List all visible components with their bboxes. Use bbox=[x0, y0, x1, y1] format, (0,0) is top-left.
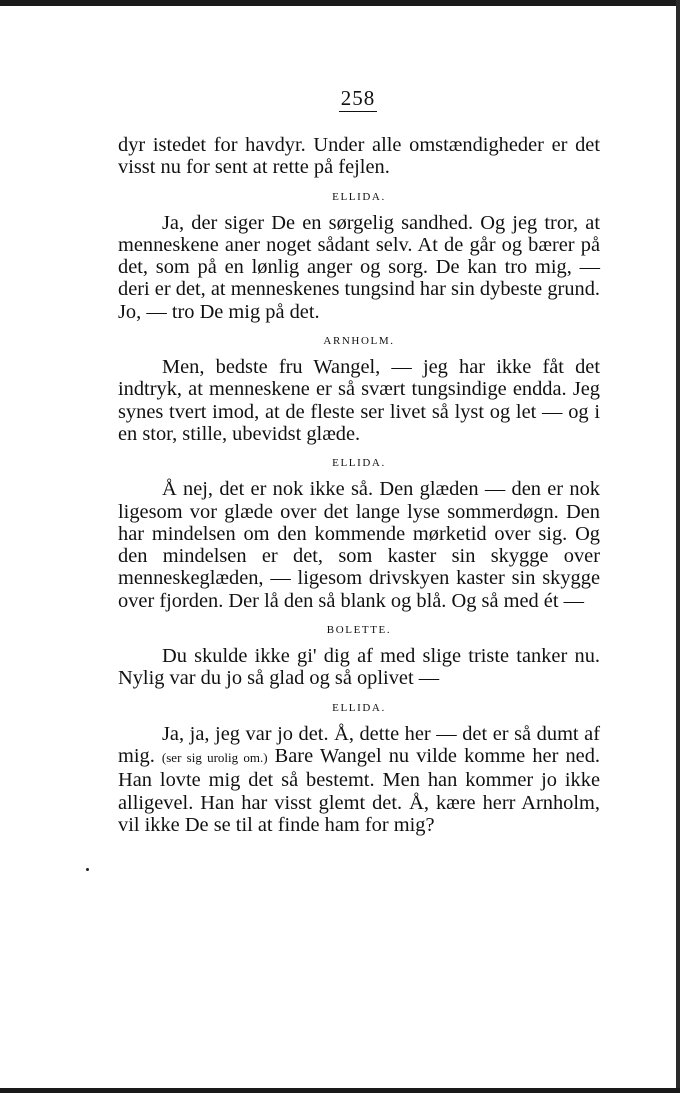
stage-direction: (ser sig urolig om.) bbox=[161, 749, 268, 765]
dialogue-text-after-stage: Bare Wangel nu vilde komme her ned. Han lovte mig det så bestemt. Men han kommer jo ikke alligevel. Han har visst glemt det. Å, kære herr Arnholm, vil ikke De se til at finde ham for mig? bbox=[118, 744, 600, 836]
dialogue-line: Men, bedste fru Wangel, — jeg har ikke fåt det indtryk, at menneskene er så svært tungsindige endda. Jeg synes tvert imod, at de fleste ser livet så lyst og let — og i en stor, stille, ubevidst glæde. bbox=[118, 356, 600, 445]
dialogue-line bbox=[118, 723, 600, 836]
scan-right-edge bbox=[676, 0, 680, 1093]
opening-paragraph: dyr istedet for havdyr. Under alle omstændigheder er det visst nu for sent at rette på fejlen. bbox=[118, 134, 600, 179]
speaker-name: ELLIDA. bbox=[332, 701, 386, 714]
ink-speck bbox=[86, 868, 89, 871]
speaker-name: ELLIDA. bbox=[332, 457, 386, 470]
speaker-name: ELLIDA. bbox=[332, 190, 386, 203]
page-number-text: 258 bbox=[340, 86, 376, 110]
dialogue-text bbox=[118, 134, 600, 836]
speaker-name: ARNHOLM. bbox=[323, 335, 395, 348]
dialogue-line: Du skulde ikke gi' dig af med slige triste tanker nu. Nylig var du jo så glad og så oplivet — bbox=[118, 645, 600, 690]
scan-top-edge bbox=[0, 0, 680, 6]
page-number bbox=[0, 86, 680, 111]
dialogue-text-before-stage: Ja, ja, jeg var jo det. Å, dette her — det er så dumt af mig. bbox=[118, 722, 600, 767]
dialogue-line: Å nej, det er nok ikke så. Den glæden — den er nok ligesom vor glæde over det lange lyse sommerdøgn. Den har mindelsen om den kommende mørketid over sig. Og den mindelsen er det, som kaster sin skygge over menneskeglæden, — ligesom drivskyen kaster sin skygge over fjorden. Der lå den så blank og blå. Og så med ét — bbox=[118, 478, 600, 612]
scan-bottom-edge bbox=[0, 1088, 680, 1093]
dialogue-line: Ja, der siger De en sørgelig sandhed. Og jeg tror, at menneskene aner noget sådant selv. At de går og bærer på det, som på en lønlig anger og sorg. De kan tro mig, — deri er det, at menneskenes tungsind har sin dybeste grund. Jo, — tro De mig på det. bbox=[118, 211, 600, 323]
speaker-name: BOLETTE. bbox=[326, 624, 392, 637]
